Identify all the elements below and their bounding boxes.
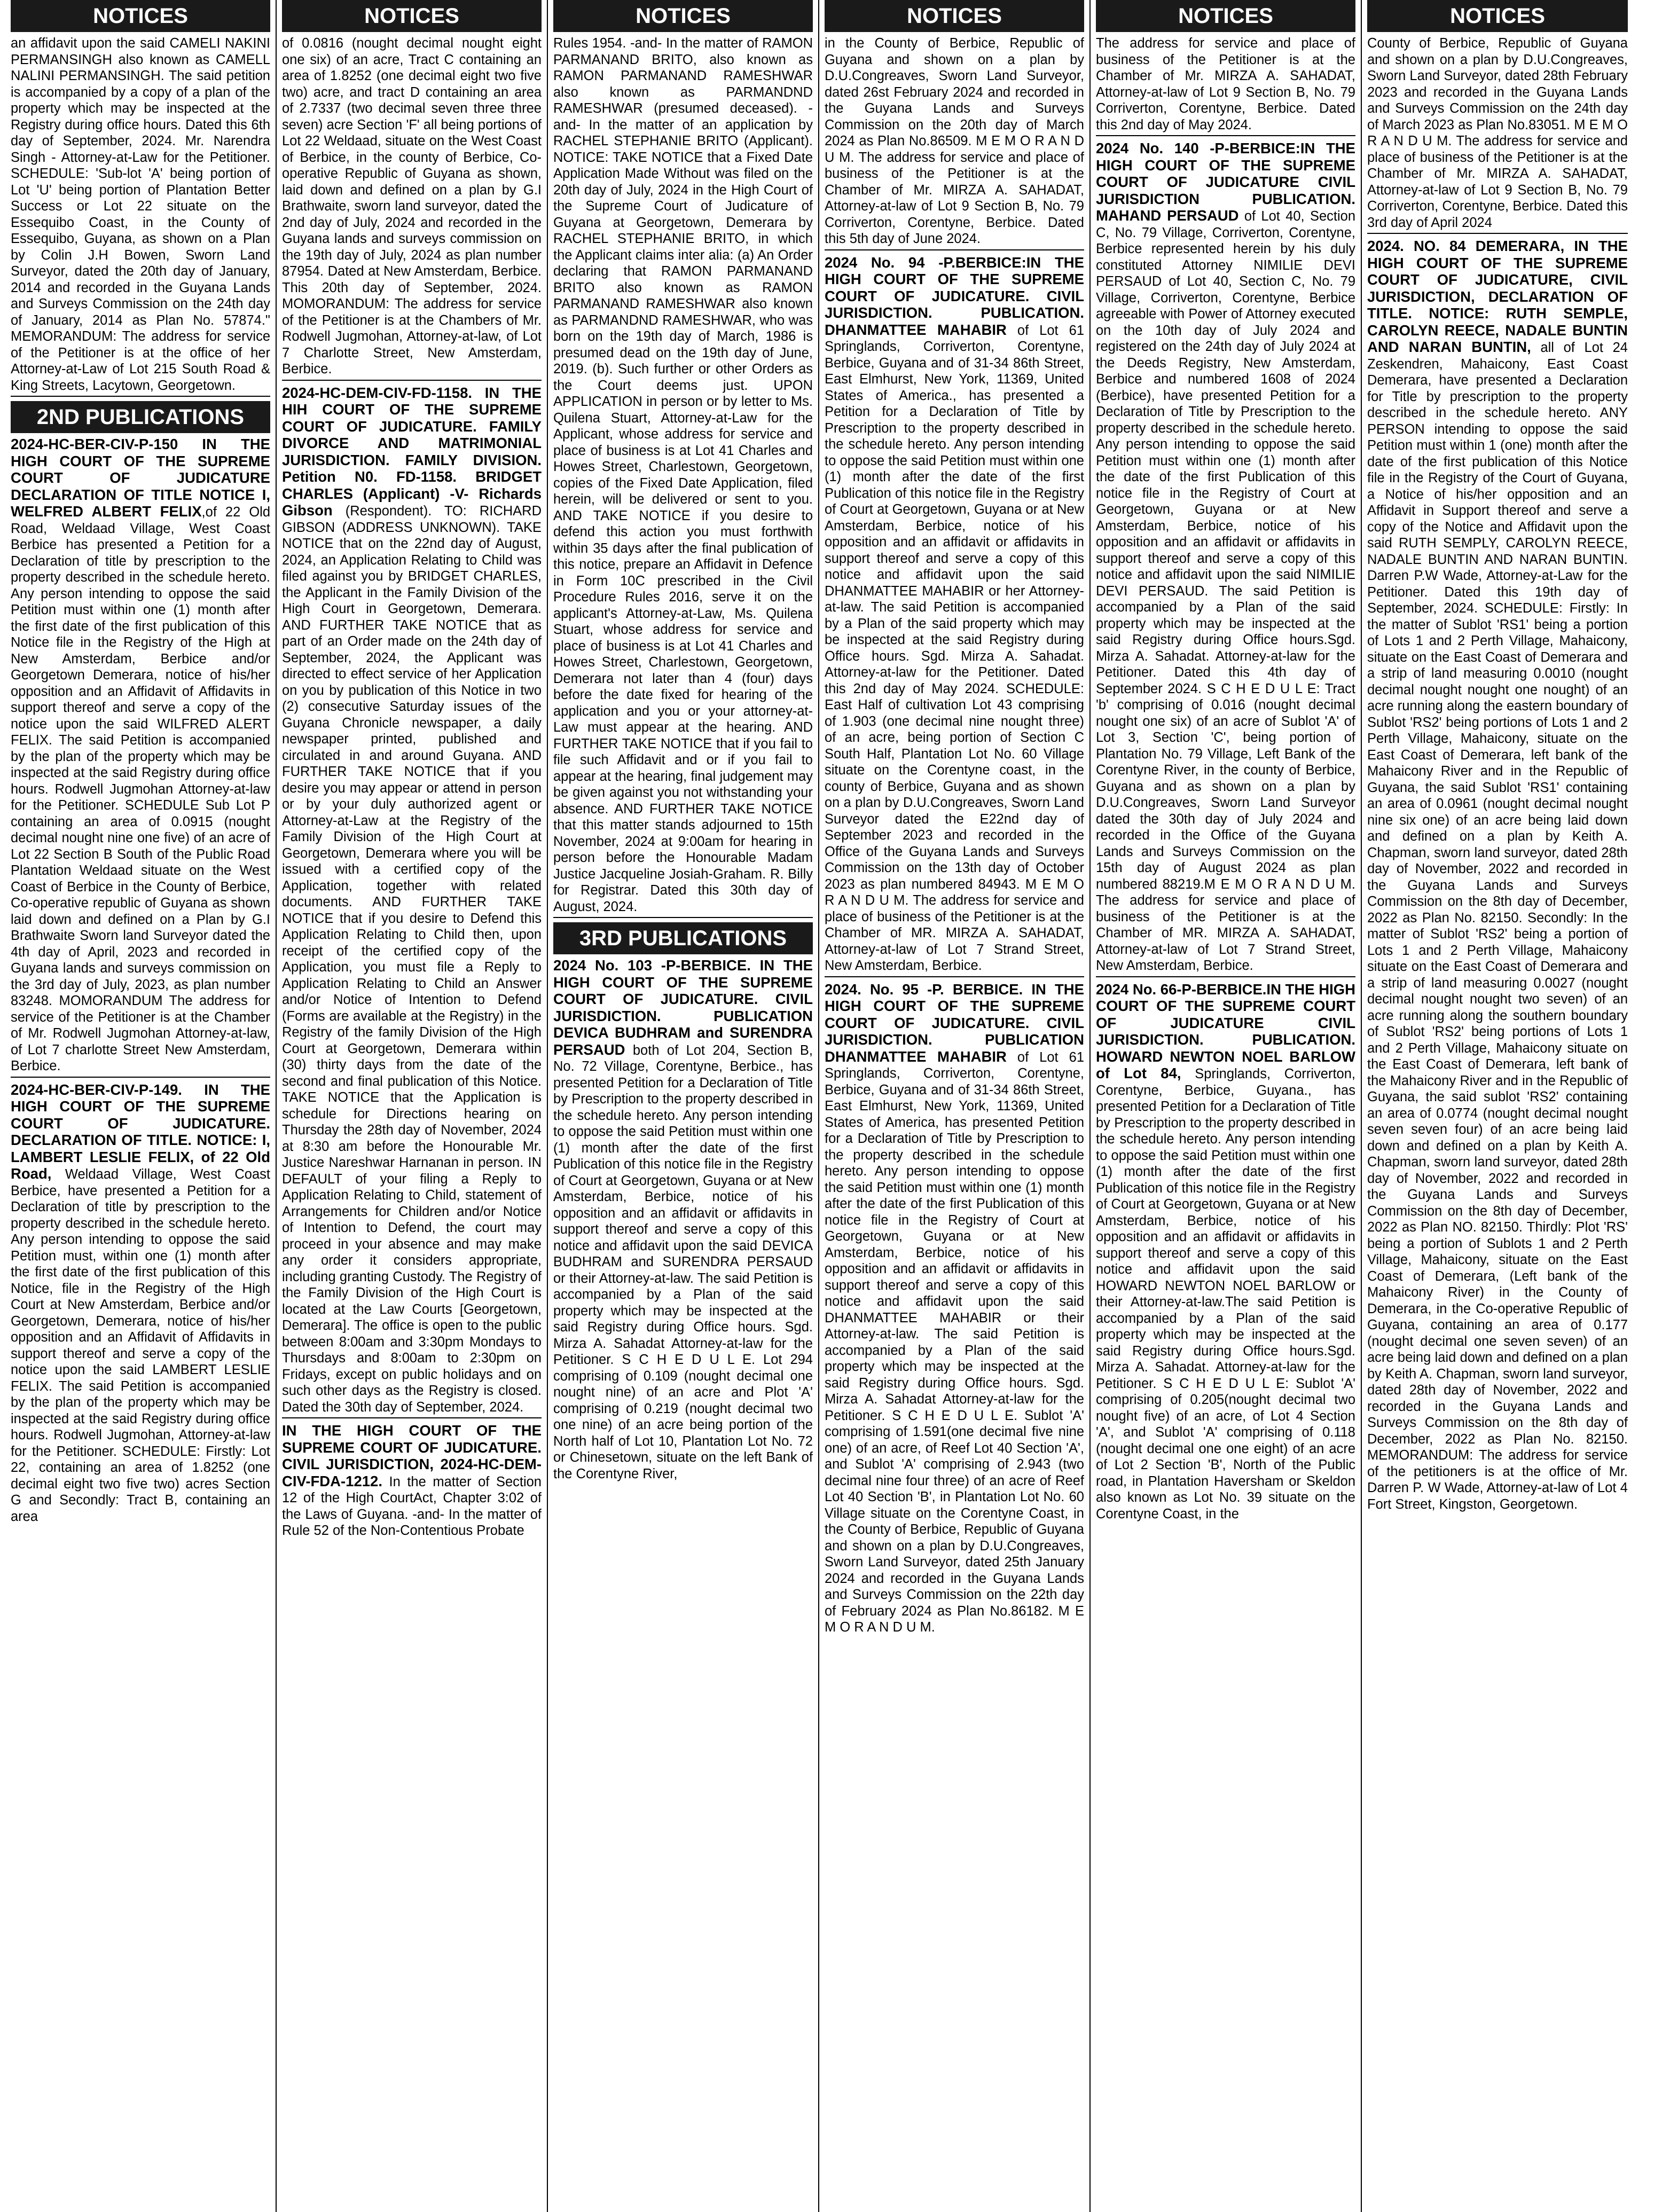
notice-continuation xyxy=(11,35,275,397)
notice-text: an affidavit upon the said CAMELI NAKINI PERMANSINGH also known as CAMELL NALINI PERMANSINGH. The said petition is accompanied by a copy of a plan of the property which may be inspected at the Registry during office hours. Dated this 6th day of September, 2024. Mr. Narendra Singh - Attorney-at-Law for the Petitioner. SCHEDULE: 'Sub-lot 'A' being portion of Lot 'U' being portion of Plantation Better Success or Lot 22 situate on the Essequibo Coast, in the County of Essequibo, Guyana, as shown on a Plan by Colin J.H Bowen, Sworn Land Surveyor, dated the 20th day of January, 2014 and recorded in the Guyana Lands and Surveys Commission on the 24th day of January, 2014 as Plan No. 57874." MEMORANDUM: The address for service of the Petitioner is at the office of her Attorney-at-Law of Lot 215 South Road & King Streets, Lacytown, Georgetown. xyxy=(11,36,275,393)
notice-heading: 2024-HC-BER-CIV-P-150 IN THE HIGH COURT OF THE SUPREME COURT OF JUDICATURE DECLARATION OF TITLE NOTICE I, WELFRED ALBERT FELIX xyxy=(11,436,275,520)
legal-notice xyxy=(282,1422,546,1541)
notice-body: of Lot 40, Section C, No. 79 Village, Corriverton, Corentyne, Berbice represented herein by his duly constituted Attorney NIMILIE DEVI PERSAUD of Lot 40, Section C, No. 79 Village, Corriverton, Corentyne, Berbice agreeable with Power of Attorney executed on the 10th day of July 2024 and registered on the 24th day of July 2024 at the Deeds Registry, New Amsterdam, Berbice and numbered 1608 of 2024 (Berbice), have presented Petition for a Declaration of Title by Prescription to the property described in the schedule hereto. Any person intending to oppose the said Petition must within one (1) month after the date of the first Publication of this notice file in the Registry of Court at Georgetown, Guyana or at New Amsterdam, Berbice, notice of his opposition and an affidavit or affidavits in support thereof and serve a copy of this notice and affidavit upon the said NIMILIE DEVI PERSAUD. The said Petition is accompanied by a Plan of the said property which may be inspected at the said Registry during Office hours.Sgd. Mirza A. Sahadat. Attorney-at-law for the Petitioner. Dated this 4th day of September 2024. S C H E D U L E: Tract 'b' comprising of 0.016 (nought decimal nought one six) of an acre of Sublot 'A' of Lot 3, Section 'C', being portion of Plantation No. 79 Village, Left Bank of the Corentyne River, in the county of Berbice, Guyana and as shown on a plan by D.U.Congreaves, Sworn Land Surveyor dated the 30th day of July 2024 and recorded in the Office of the Guyana Lands and Surveys Commission on the 15th day of August 2024 as plan numbered 88219.M E M O R A N D U M. The address for service and place of business of the Petitioner is at the Chamber of MR. MIRZA A. SAHADAT, Attorney-at-law of Lot 7 Strand Street, New Amsterdam, Berbice. xyxy=(1096,209,1360,973)
notice-heading: 2024. NO. 84 DEMERARA, IN THE HIGH COURT OF THE SUPREME COURT OF JUDICATURE, CIVIL JURISDICTION, DECLARATION OF TITLE. NOTICE: RUTH SEMPLE, CAROLYN REECE, NADALE BUNTIN AND NARAN BUNTIN, xyxy=(1367,238,1632,355)
notice-body: both of Lot 204, Section B, No. 72 Village, Corentyne, Berbice., has presented Petition for a Declaration of Title by Prescription to the property described in the schedule hereto. Any person intending to oppose the said Petition must within one (1) month after the date of the first Publication of this notice file in the Registry of Court at Georgetown, Guyana or at New Amsterdam, Berbice, notice of his opposition and an affidavit or affidavits in support thereof and serve a copy of this notice and affidavit upon the said DEVICA BUDHRAM and SURENDRA PERSAUD or their Attorney-at-law. The said Petition is accompanied by a Plan of the said property which may be inspected at the said Registry during Office hours. Sgd. Mirza A. Sahadat Attorney-at-law for the Petitioner. S C H E D U L E. Lot 294 comprising of 0.109 (nought decimal one nought nine) of an acre and Plot 'A' comprising of 0.219 (nought decimal two one nine) of an acre being portion of the North half of Lot 10, Plantation Lot No. 72 or Chinesetown, situate on the left Bank of the Corentyne River, xyxy=(553,1042,817,1481)
notice-paragraph xyxy=(553,957,817,1482)
legal-notice xyxy=(825,981,1088,1638)
legal-notice xyxy=(553,957,817,1484)
notice-column xyxy=(1362,0,1633,2212)
notice-column xyxy=(5,0,277,2212)
notice-paragraph xyxy=(825,981,1088,1636)
notice-paragraph xyxy=(11,436,275,1074)
notice-heading: IN THE HIGH COURT OF THE SUPREME COURT OF JUDICATURE. CIVIL JURISDICTION, 2024-HC-DEM-CIV-FDA-1212. xyxy=(282,1422,546,1489)
notice-text: of 0.0816 (nought decimal nought eight one six) of an acre, Tract C containing an area of 1.8252 (one decimal eight two five two) acre, and tract D containing an area of 2.7337 (two decimal seven three three seven) acre Section 'F' all being portions of Lot 22 Weldaad, situate on the West Coast of Berbice, in the county of Berbice, Co-operative Republic of Guyana as shown, laid down and defined on a plan by G.I Brathwaite, sworn land surveyor, dated the 2nd day of July, 2024 and recorded in the Guyana lands and surveys commission on the 19th day of July, 2024 as plan number 87954. Dated at New Amsterdam, Berbice. This 20th day of September, 2024. MOMORANDUM: The address for service of the Petitioner is at the Chambers of Mr. Rodwell Jugmohan, Attorney-at-law, of Lot 7 Charlotte Street, New Amsterdam, Berbice. xyxy=(282,36,546,376)
notice-heading: 2024-HC-BER-CIV-P-149. IN THE HIGH COURT OF THE SUPREME COURT OF JUDICATURE. DECLARATION OF TITLE. NOTICE: I, LAMBERT LESLIE FELIX, of 22 Old Road, xyxy=(11,1081,275,1182)
notice-text: The address for service and place of business of the Petitioner is at the Chamber of Mr. MIRZA A. SAHADAT, Attorney-at-law of Lot 9 Section B, No. 79 Corriverton, Corentyne, Berbice. Dated this 2nd day of May 2024. xyxy=(1096,36,1360,132)
notice-heading: 2024 No. 103 -P-BERBICE. IN THE HIGH COURT OF THE SUPREME COURT OF JUDICATURE. CIVIL JURISDICTION. PUBLICATION DEVICA BUDHRAM and SURENDRA PERSAUD xyxy=(553,957,817,1058)
notice-text: Rules 1954. -and- In the matter of RAMON PARMANAND BRITO, also known as RAMON PARMANAND RAMESHWAR also known as PARMANDND RAMESHWAR (presumed deceased). -and- In the matter of an application by RACHEL STEPHANIE BRITO (Applicant). NOTICE: TAKE NOTICE that a Fixed Date Application Made Without was filed on the 20th day of July, 2024 in the High Court of the Supreme Court of Judicature of Guyana at Georgetown, Demerara by RACHEL STEPHANIE BRITO, in which the Applicant claims inter alia: (a) An Order declaring that RAMON PARMANAND BRITO also known as RAMON PARMANAND RAMESHWAR also known as PARMANDND RAMESHWAR, who was born on the 19th day of March, 1986 is presumed dead on the 19th day of June, 2019. (b). Such further or other Orders as the Court deems just. UPON APPLICATION in person or by letter to Ms. Quilena Stuart, Attorney-at-Law for the Applicant, whose address for service and place of business is at Lot 41 Charles and Howes Street, Charlestown, Georgetown, copies of the Fixed Date Application, filed herein, will be delivered or sent to you. AND TAKE NOTICE if you desire to defend this action you must forthwith within 35 days after the final publication of this notice, prepare an Affidavit in Defence in Form 10C prescribed in the Civil Procedure Rules 2016, serve it on the applicant's Attorney-at-Law, Ms. Quilena Stuart, whose address for service and place of business is at Lot 41 Charles and Howes Street, Charlestown, Georgetown, Demerara not later than 4 (four) days before the date fixed for hearing of the application and you or your attorney-at-Law must appear at the hearing. AND FURTHER TAKE NOTICE that if you fail to file such Affidavit and or if you fail to appear at the hearing, final judgement may be given against you not withstanding your absence. AND FURTHER TAKE NOTICE that this matter stands adjourned to 15th November, 2024 at 9:00am for hearing in person before the Honourable Madam Justice Jacqueline Josiah-Graham. R. Billy for Registrar. Dated this 30th day of August, 2024. xyxy=(553,36,817,914)
notice-paragraph xyxy=(825,254,1088,974)
notice-paragraph xyxy=(1096,140,1360,974)
section-header: NOTICES xyxy=(825,0,1084,32)
notice-column xyxy=(1091,0,1362,2212)
legal-notice xyxy=(1096,140,1360,977)
notice-paragraph xyxy=(1367,238,1632,1512)
notice-heading: 2024 No. 94 -P.BERBICE:IN THE HIGH COURT OF THE SUPREME COURT OF JUDICATURE. CIVIL JURISDICTION. PUBLICATION. DHANMATTEE MAHABIR xyxy=(825,254,1088,338)
legal-notice xyxy=(825,254,1088,977)
notice-column xyxy=(548,0,819,2212)
notice-continuation xyxy=(1367,35,1632,234)
publication-banner: 3RD PUBLICATIONS xyxy=(553,922,813,954)
notice-continuation xyxy=(1096,35,1360,136)
notice-paragraph xyxy=(282,1422,546,1539)
notice-text: in the County of Berbice, Republic of Guyana and shown on a plan by D.U.Congreaves, Sworn Land Surveyor, dated 26st February 2024 and recorded in the Guyana Lands and Surveys Commission on the 20th day of March 2024 as Plan No.86509. M E M O R A N D U M. The address for service and place of business of the Petitioner is at the Chamber of Mr. MIRZA A. SAHADAT, Attorney-at-law of Lot 9 Section B, No. 79 Corriverton, Corentyne, Berbice. Dated this 5th day of June 2024. xyxy=(825,36,1088,246)
notice-body: Weldaad Village, West Coast Berbice, have presented a Petition for a Declaration of title by prescription to the property described in the schedule hereto. Any person intending to oppose the said Petition must, within one (1) month after the first date of the first publication of this Notice, file in the Registry of the High Court at New Amsterdam, Berbice and/or Georgetown, Demerara, notice of his/her opposition and an Affidavit of Affidavits in support thereof and serve a copy of the notice upon the said LAMBERT LESLIE FELIX. The said Petition is accompanied by the plan of the property which may be inspected at the said Registry during office hours. Rodwell Jugmohan, Attorney-at-law for the Petitioner. SCHEDULE: Firstly: Lot 22, containing an area of 1.8252 (one decimal eight two five two) acres Section G and Secondly: Tract B, containing an area xyxy=(11,1167,275,1524)
legal-notice xyxy=(11,1081,275,1527)
section-header: NOTICES xyxy=(11,0,270,32)
legal-notice xyxy=(1367,238,1632,1515)
notice-paragraph xyxy=(282,384,546,1416)
notice-body: of Lot 61 Springlands, Corriverton, Corentyne, Berbice, Guyana and of 31-34 86th Street, East Elmhurst, New York, 11369, United States of America., has presented a Petition for a Declaration of Title by Prescription to the property described in the schedule hereto. Any person intending to oppose the said Petition must within one (1) month after the date of the first Publication of this notice file in the Registry of Court at Georgetown, Guyana or at New Amsterdam, Berbice, notice of his opposition and an affidavit or affidavits in support thereof and serve a copy of this notice and affidavit upon the said DHANMATTEE MAHABIR or her Attorney-at-law. The said Petition is accompanied by a Plan of the said property which may be inspected at the said Registry during Office hours. Sgd. Mirza A. Sahadat. Attorney-at-law for the Petitioner. Dated this 2nd day of May 2024. SCHEDULE: East Half of cultivation Lot 43 comprising of 1.903 (one decimal nine nought three) of an acre, being portion of Section C South Half, Plantation Lot No. 60 Village situate on the Corentyne coast, in the county of Berbice, Guyana and as shown on a plan by D.U.Congreaves, Sworn Land Surveyor dated the E22nd day of September 2023 and recorded in the Office of the Guyana Lands and Surveys Commission on the 13th day of October 2023 as plan numbered 84943. M E M O R A N D U M. The address for service and place of business of the Petitioner is at the Chamber of MR. MIRZA A. SAHADAT, Attorney-at-law of Lot 7 Strand Street, New Amsterdam, Berbice. xyxy=(825,323,1088,973)
notice-body: of Lot 61 Springlands, Corriverton, Corentyne, Berbice, Guyana and of 31-34 86th Street, East Elmhurst, New York, 11369, United States of America, has presented Petition for a Declaration of Title by Prescription to the property described in the schedule hereto. Any person intending to oppose the said Petition must within one (1) month after the date of the first Publication of this notice file in the Registry of Court at Georgetown, Guyana or at New Amsterdam, Berbice, notice of his opposition and an affidavit or affidavits in support thereof and serve a copy of this notice and affidavit upon the said DHANMATTEE MAHABIR or their Attorney-at-law. The said Petition is accompanied by a Plan of the said property which may be inspected at the said Registry during Office hours. Sgd. Mirza A. Sahadat Attorney-at-law for the Petitioner. S C H E D U L E. Sublot 'A' comprising of 1.591(one decimal five nine one) of an acre, of Reef Lot 40 Section 'A', and Sublot 'A' comprising of 2.943 (two decimal nine four three) of an acre of Reef Lot 40 Section 'B', in Plantation Lot No. 60 Village situate on the Corentyne Coast, in the County of Berbice, Republic of Guyana and shown on a plan by D.U.Congreaves, Sworn Land Surveyor, dated 25th January 2024 and recorded in the Guyana Lands and Surveys Commission on the 22th day of February 2024 as Plan No.86182. M E M O R A N D U M. xyxy=(825,1049,1088,1635)
notice-body: In the matter of Section 12 of the High CourtAct, Chapter 3:02 of the Laws of Guyana. -and- In the matter of Rule 52 of the Non-Contentious Probate xyxy=(282,1474,546,1538)
notice-column xyxy=(819,0,1091,2212)
publication-banner: 2ND PUBLICATIONS xyxy=(11,401,270,433)
notice-paragraph xyxy=(1096,981,1360,1523)
notice-heading: 2024. No. 95 -P. BERBICE. IN THE HIGH COURT OF THE SUPREME COURT OF JUDICATURE. CIVIL JURISDICTION. PUBLICATION DHANMATTEE MAHABIR xyxy=(825,981,1088,1065)
notice-columns xyxy=(5,0,1665,2212)
notice-body: all of Lot 24 Zeskendren, Mahaicony, East Coast Demerara, have presented a Declaration for Title by prescription to the property described in the schedule hereto. ANY PERSON intending to oppose the said Petition must within 1 (one) month after the date of the first publication of this Notice file in the Registry of the Court of Guyana, a Notice of his/her opposition and an Affidavit in Support thereof and serve a copy of the Notice and Affidavit upon the said RUTH SEMPLY, CAROLYN REECE, NADALE BUNTIN AND NARAN BUNTIN. Darren P.W Wade, Attorney-at-Law for the Petitioner. Dated this 19th day of September, 2024. SCHEDULE: Firstly: In the matter of Sublot 'RS1' being a portion of Lots 1 and 2 Perth Village, Mahaicony, situate on the East Coast of Demerara and a strip of land measuring 0.0010 (nought decimal nought nought one nought) of an acre running along the eastern boundary of Sublot 'RS2' being portions of Lots 1 and 2 Perth Village, Mahaicony, situate on the East Coast of Demerara, left bank of the Mahaicony River and in the Republic of Guyana, the said Sublot 'RS1' containing an area of 0.0961 (nought decimal nought nine six one) of an acre being laid down and defined on a plan by Keith A. Chapman, sworn land surveyor, dated 28th day of November, 2022 and recorded in the Guyana Lands and Surveys Commission on the 8th day of December, 2022 as Plan No. 82150. Secondly: In the matter of Sublot 'RS2' being a portion of Lots 1 and 2 Perth Village, Mahaicony situate on the East Coast of Demerara and a strip of land measuring 0.0027 (nought decimal nought nought two seven) of an acre running along the southern boundary of Sublot 'RS2' being portions of Lots 1 and 2 Perth Village, Mahaicony situate on the East Coast of Demerara, left bank of the Mahaicony River and in the Republic of Guyana, the said sublot 'RS2' containing an area of 0.0774 (nought decimal nought seven seven four) of an acre being laid down and defined on a plan by Keith A. Chapman, sworn land surveyor, dated 28th day of November, 2022 and recorded in the Guyana Lands and Surveys Commission on the 8th day of December, 2022 as Plan NO. 82150. Thirdly: Plot 'RS' being a portion of Sublots 1 and 2 Perth Village, Mahaicony, situate on the East Coast of Demerara, (Left bank of the Mahaicony River) in the County of Demerara, in the Co-operative Republic of Guyana, containing an area of 0.177 (nought decimal one seven seven) of an acre being laid down and defined on a plan by Keith A. Chapman, sworn land surveyor, dated 28th day of November, 2022 and recorded in the Guyana Lands and Surveys Commission on the 8th day of December, 2022 as Plan No. 82150. MEMORANDUM: The address for service of the petitioners is at the office of Mr. Darren P. W Wade, Attorney-at-law of Lot 4 Fort Street, Kingston, Georgetown. xyxy=(1367,340,1632,1512)
notice-paragraph xyxy=(11,1081,275,1525)
notice-column xyxy=(277,0,548,2212)
legal-notice xyxy=(11,436,275,1078)
notice-body: Springlands, Corriverton, Corentyne, Berbice, Guyana., has presented Petition for a Declaration of Title by Prescription to the property described in the schedule hereto. Any person intending to oppose the said Petition must within one (1) month after the date of the first Publication of this notice file in the Registry of Court at Georgetown, Guyana or at New Amsterdam, Berbice, notice of his opposition and an affidavit or affidavits in support thereof and serve a copy of this notice and affidavit upon the said HOWARD NEWTON NOEL BARLOW or their Attorney-at-law.The said Petition is accompanied by a Plan of the said property which may be inspected at the said Registry during Office hours.Sgd. Mirza A. Sahadat. Attorney-at-law for the Petitioner. S C H E D U L E: Sublot 'A' comprising of 0.205(nought decimal two nought five) of an acre, of Lot 4 Section 'A', and Sublot 'A' comprising of 0.118 (nought decimal one one eight) of an acre of Lot 2 Section 'B', North of the Public road, in Plantation Haversham or Skeldon also known as Lot No. 39 situate on the Corentyne Coast, in the xyxy=(1096,1066,1360,1521)
notice-continuation xyxy=(553,35,817,918)
notice-body: ,of 22 Old Road, Weldaad Village, West Coast Berbice has presented a Petition for a Declaration of title by prescription to the property described in the schedule hereto. Any person intending to oppose the said Petition must within one (1) month after the first date of the first publication of this Notice file in the Registry of the High at New Amsterdam, Berbice and/or Georgetown Demerara, notice of his/her opposition and an Affidavit of Affidavits in support thereof and serve a copy of the notice upon the said WILFRED ALERT FELIX. The said Petition is accompanied by the plan of the property which may be inspected at the said Registry during office hours. Rodwell Jugmohan Attorney-at-law for the Petitioner. SCHEDULE Sub Lot P containing an area of 0.0915 (nought decimal nought nine one five) of an acre of Lot 22 Section B South of the Public Road Plantation Weldaad situate on the West Coast of Berbice in the County of Berbice, Co-operative republic of Guyana as shown laid down and defined on a Plan by G.I Brathwaite Sworn land Surveyor dated the 4th day of April, 2023 and recorded in Guyana lands and surveys commission on the 3rd day of July, 2023, as plan number 83248. MOMORANDUM The address for service of the Petitioner is at the Chamber of Mr. Rodwell Jugmohan Attorney-at-law, of Lot 7 charlotte Street New Amsterdam, Berbice. xyxy=(11,505,275,1073)
section-header: NOTICES xyxy=(282,0,542,32)
section-header: NOTICES xyxy=(553,0,813,32)
legal-notice xyxy=(282,384,546,1419)
notice-continuation xyxy=(282,35,546,381)
notice-heading: 2024 No. 140 -P-BERBICE:IN THE HIGH COURT OF THE SUPREME COURT OF JUDICATURE CIVIL JURISDICTION PUBLICATION. MAHAND PERSAUD xyxy=(1096,140,1360,224)
notice-heading: 2024-HC-DEM-CIV-FD-1158. IN THE HIH COURT OF THE SUPREME COURT OF JUDICATURE. FAMILY DIVORCE AND MATRIMONIAL JURISDICTION. FAMILY DIVISION. Petition N0. FD-1158. BRIDGET CHARLES (Applicant) -V- Richards Gibson xyxy=(282,384,546,519)
notice-body: (Respondent). TO: RICHARD GIBSON (ADDRESS UNKNOWN). TAKE NOTICE that on the 22nd day of August, 2024, an Application Relating to Child was filed against you by BRIDGET CHARLES, the Applicant in the Family Division of the High Court in Georgetown, Demerara. AND FURTHER TAKE NOTICE that as part of an Order made on the 24th day of September, 2024, the Applicant was directed to effect service of her Application on you by publication of this Notice in two (2) consecutive Saturday issues of the Guyana Chronicle newspaper, a daily newspaper printed, published and circulated in and around Guyana. AND FURTHER TAKE NOTICE that if you desire you may appear or attend in person or by your duly authorized agent or Attorney-at-Law at the Registry of the Family Division of the High Court at Georgetown, Demerara where you will be issued with a certified copy of the Application, together with related documents. AND FURTHER TAKE NOTICE that if you desire to Defend this Application Relating to Child then, upon receipt of the certified copy of the Application, you must file a Reply to Application Relating to Child an Answer and/or Notice of Intention to Defend (Forms are available at the Registry) in the Registry of the family Division of the High Court at Georgetown, Demerara within (30) thirty days from the date of the second and final publication of this Notice. TAKE NOTICE that the Application is schedule for Directions hearing on Thursday the 28th day of November, 2024 at 8:30 am before the Honourable Mr. Justice Nareshwar Harnanan in person. IN DEFAULT of your filing a Reply to Application Relating to Child, statement of Arrangements for Children and/or Notice of Intention to Defend, the court may proceed in your absence and may make any order it considers appropriate, including granting Custody. The Registry of the Family Division of the High Court is located at the Law Courts [Georgetown, Demerara]. The office is open to the public between 8:00am and 3:30pm Mondays to Thursdays and 8:00am to 2:30pm on Fridays, except on public holidays and on such other days as the Registry is closed. Dated the 30th day of September, 2024. xyxy=(282,504,546,1415)
notice-text: County of Berbice, Republic of Guyana and shown on a plan by D.U.Congreaves, Sworn Land Surveyor, dated 28th February 2023 and recorded in the Guyana Lands and Surveys Commission on the 24th day of March 2023 as Plan No.83051. M E M O R A N D U M. The address for service and place of business of the Petitioner is at the Chamber of Mr. MIRZA A. SAHADAT, Attorney-at-law of Lot 9 Section B, No. 79 Corriverton, Corentyne, Berbice. Dated this 3rd day of April 2024 xyxy=(1367,36,1632,230)
section-header: NOTICES xyxy=(1096,0,1355,32)
section-header: NOTICES xyxy=(1367,0,1628,32)
legal-notice xyxy=(1096,981,1360,1525)
notice-heading: 2024 No. 66-P-BERBICE.IN THE HIGH COURT OF THE SUPREME COURT OF JUDICATURE CIVIL JURISDICTION. PUBLICATION. HOWARD NEWTON NOEL BARLOW of Lot 84, xyxy=(1096,981,1360,1081)
notice-continuation xyxy=(825,35,1088,250)
